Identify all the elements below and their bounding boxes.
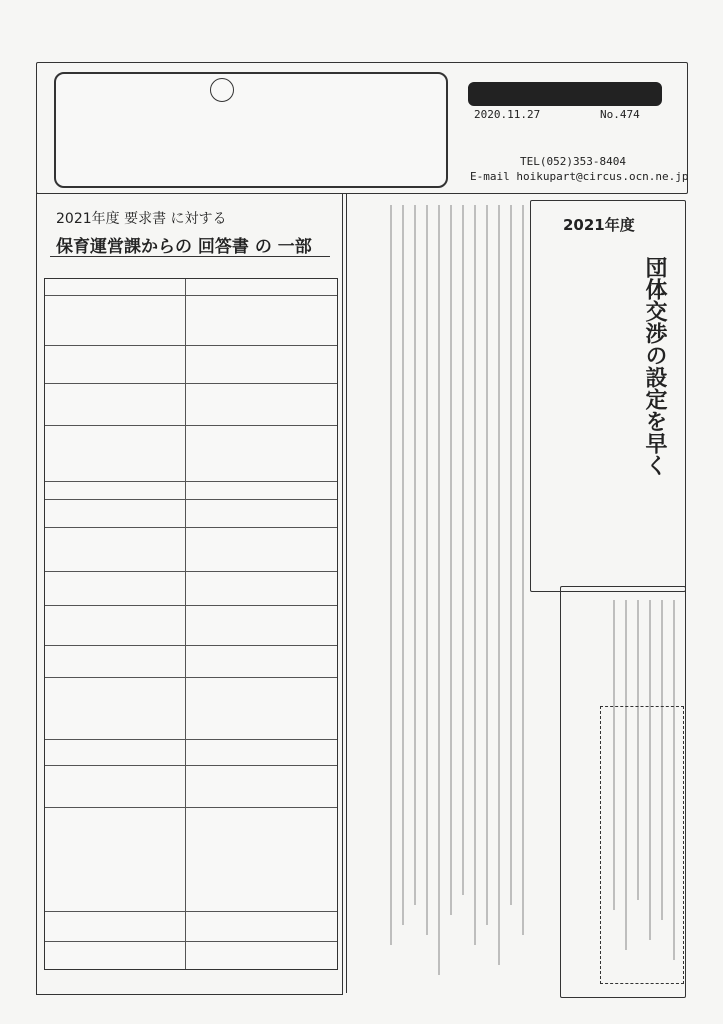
column-divider	[346, 193, 347, 993]
answers-table	[44, 278, 338, 970]
table-row-divider	[45, 677, 337, 678]
table-row-divider	[45, 345, 337, 346]
left-article-title-line2: 保育運営課からの 回答書 の 一部	[56, 237, 312, 257]
table-row-divider	[45, 499, 337, 500]
table-row-divider	[45, 425, 337, 426]
table-row-divider	[45, 645, 337, 646]
contact-email: E-mail hoikupart@circus.ocn.ne.jp	[470, 170, 689, 183]
center-vertical-text	[354, 205, 524, 985]
table-row-divider	[45, 571, 337, 572]
left-article-title-underline	[50, 256, 330, 257]
table-row-divider	[45, 739, 337, 740]
sun-graphic-icon	[210, 78, 234, 102]
table-row-divider	[45, 911, 337, 912]
subframe-right	[600, 706, 684, 984]
issue-number: No.474	[600, 108, 640, 121]
left-article-title-line1: 2021年度 要求書 に対する	[56, 211, 227, 227]
table-row-divider	[45, 527, 337, 528]
table-row-divider	[45, 807, 337, 808]
table-row-divider	[45, 481, 337, 482]
table-row-divider	[45, 295, 337, 296]
table-row-divider	[45, 383, 337, 384]
masthead-title-graphic	[54, 72, 448, 188]
issue-date: 2020.11.27	[474, 108, 541, 121]
feature-heading: 団体交渉の設定を早く	[642, 256, 667, 476]
header-badge	[468, 82, 662, 106]
table-row-divider	[45, 941, 337, 942]
table-row-divider	[45, 605, 337, 606]
feature-year: 2021年度	[563, 216, 635, 234]
contact-tel: TEL(052)353-8404	[520, 155, 626, 168]
table-row-divider	[45, 765, 337, 766]
